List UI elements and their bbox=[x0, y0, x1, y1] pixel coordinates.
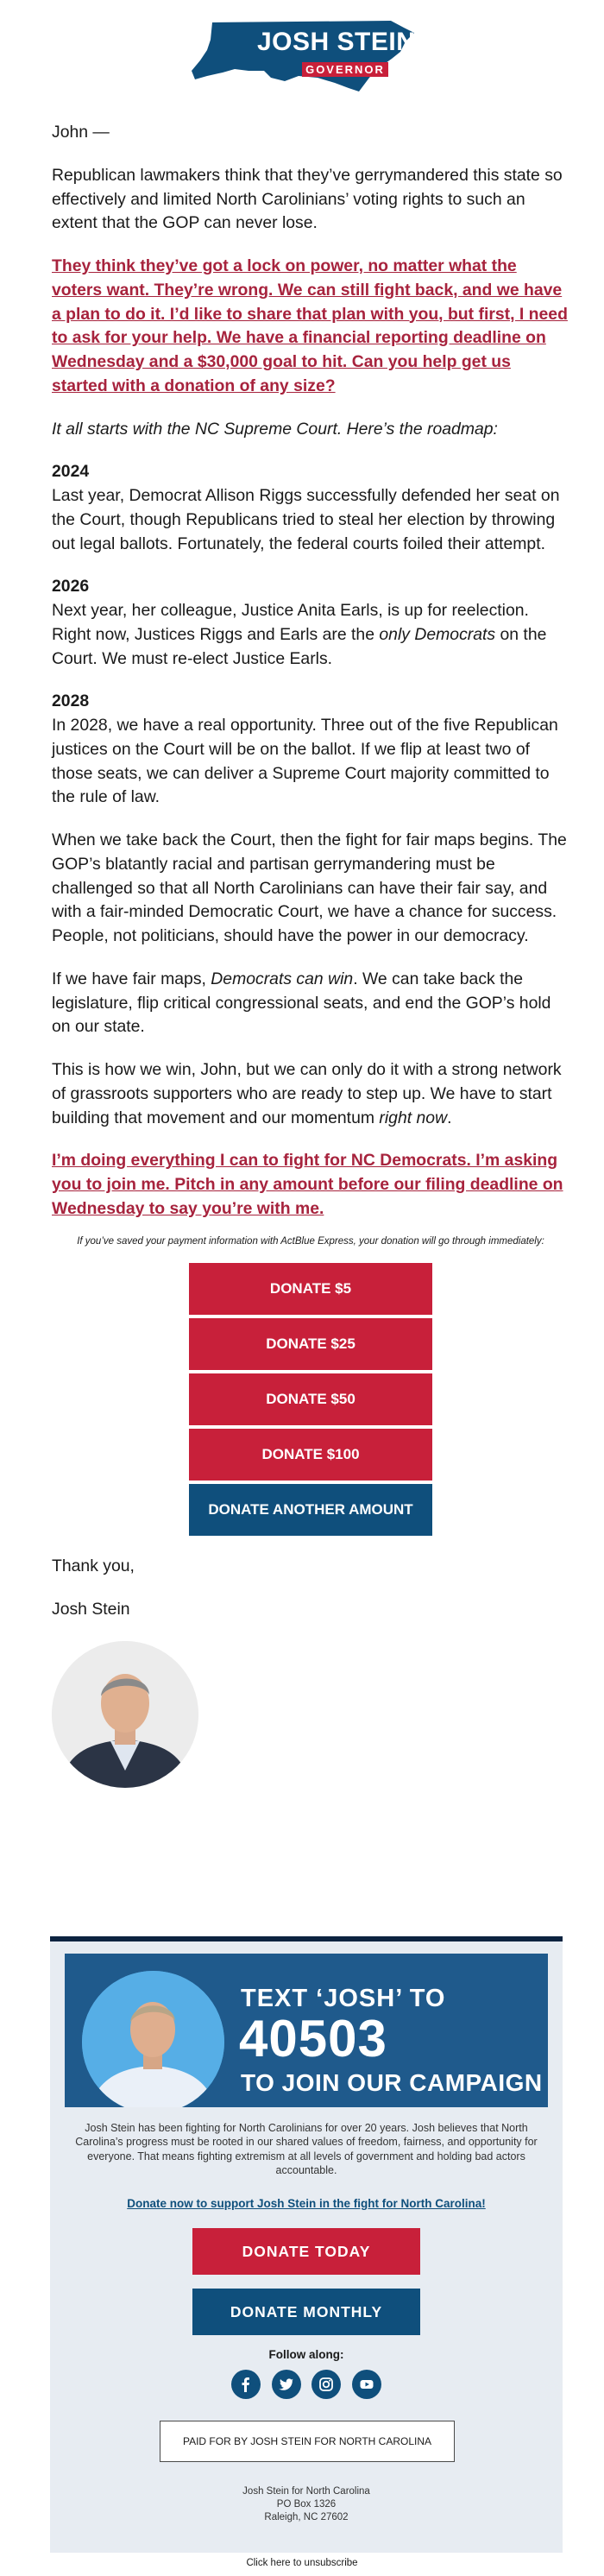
donate-50-button[interactable]: DONATE $50 bbox=[189, 1373, 432, 1425]
actblue-note: If you’ve saved your payment information with ActBlue Express, your donation will go through immediately: bbox=[77, 1235, 544, 1247]
candidate-photo-icon bbox=[82, 1971, 224, 2107]
paid-for-disclaimer: PAID FOR BY JOSH STEIN FOR NORTH CAROLINA bbox=[160, 2421, 455, 2462]
banner-text-a: TEXT ‘ bbox=[241, 1985, 324, 2012]
text-2028: In 2028, we have a real opportunity. Three out of the five Republican justices on the Court will be on the ballot. If we flip at least two of those seats, we can deliver a Supreme Court majority committed to the rule of law. bbox=[52, 716, 558, 807]
follow-label: Follow along: bbox=[268, 2348, 344, 2361]
donate-today-button[interactable]: DONATE TODAY bbox=[192, 2228, 420, 2275]
mailing-address bbox=[50, 2485, 563, 2524]
address-line-3: Raleigh, NC 27602 bbox=[264, 2511, 349, 2522]
address-line-1: Josh Stein for North Carolina bbox=[242, 2486, 370, 2497]
maps-em: Democrats can win bbox=[211, 969, 354, 988]
signature: Josh Stein bbox=[52, 1600, 130, 1619]
roadmap-heading: It all starts with the NC Supreme Court. Here’s the roadmap: bbox=[52, 419, 498, 439]
maps-a: If we have fair maps, bbox=[52, 969, 211, 988]
banner-shortcode: 40503 bbox=[239, 2010, 387, 2068]
address-line-2: PO Box 1326 bbox=[276, 2498, 337, 2510]
win-em: right now bbox=[379, 1108, 448, 1127]
text-2024: Last year, Democrat Allison Riggs successfully defended her seat on the Court, though Republicans tried to steal her election by throwing out legal ballots. Fortunately, the federal courts foiled their attempt. bbox=[52, 486, 560, 553]
footer-donate-link[interactable]: Donate now to support Josh Stein in the fight for North Carolina! bbox=[127, 2197, 486, 2210]
candidate-portrait-icon bbox=[52, 1641, 198, 1788]
paragraph-intro: Republican lawmakers think that they’ve gerrymandered this state so effectively and limited North Carolinians’ voting rights to such an extent that the GOP can never lose. bbox=[52, 165, 563, 233]
footer bbox=[50, 1936, 563, 2553]
text-to-join-banner[interactable] bbox=[65, 1954, 548, 2107]
greeting: John — bbox=[52, 123, 110, 142]
letter-body bbox=[52, 121, 569, 1788]
banner-text-b: ’ TO bbox=[395, 1985, 446, 2012]
donate-25-button[interactable]: DONATE $25 bbox=[189, 1318, 432, 1370]
year-2028: 2028 bbox=[52, 691, 90, 711]
section-2026 bbox=[52, 575, 569, 671]
signoff: Thank you, bbox=[52, 1556, 135, 1576]
win-b: . bbox=[447, 1108, 452, 1127]
social-links bbox=[231, 2370, 381, 2399]
paragraph-fair-maps: When we take back the Court, then the fight for fair maps begins. The GOP’s blatantly racial and partisan gerrymandering must be challenged so that all North Carolinians can have their fair say, and with a fair-minded Democratic Court, we have a chance for success. People, not politicians, should have the power in our democracy. bbox=[52, 830, 567, 945]
year-2024: 2024 bbox=[52, 462, 90, 482]
donate-5-button[interactable]: DONATE $5 bbox=[189, 1263, 432, 1315]
donate-100-button[interactable]: DONATE $100 bbox=[189, 1429, 432, 1481]
section-2028 bbox=[52, 690, 569, 810]
candidate-bio: Josh Stein has been fighting for North Carolinians for over 20 years. Josh believes that North Carolina’s progress must be rooted in our shared values of freedom, fairness, and opportunity for everyone. That means fighting extremism at all levels of government and holding bad actors accountable. bbox=[75, 2122, 538, 2176]
paragraph-democrats-can-win bbox=[52, 968, 569, 1039]
logo-name: JOSH STEIN bbox=[257, 28, 416, 56]
paragraph-how-we-win bbox=[52, 1058, 569, 1130]
banner-keyword: JOSH bbox=[324, 1985, 396, 2012]
campaign-logo[interactable] bbox=[0, 16, 604, 102]
avatar bbox=[52, 1641, 198, 1788]
maps-b: . We can take back the legislature, flip critical congressional seats, and end the GOP’s hold on our state. bbox=[52, 969, 551, 1037]
banner-join-text: TO JOIN OUR CAMPAIGN bbox=[241, 2069, 543, 2096]
win-a: This is how we win, John, but we can only do it with a strong network of grassroots supporters who are ready to step up. We have to start building that movement and our momentum bbox=[52, 1060, 562, 1127]
donate-monthly-button[interactable]: DONATE MONTHLY bbox=[192, 2289, 420, 2335]
text-2026-a: Next year, her colleague, Justice Anita Earls, is up for reelection. Right now, Justices Riggs and Earls are the bbox=[52, 601, 529, 644]
text-2026-b: on the Court. We must re-elect Justice Earls. bbox=[52, 624, 547, 668]
banner-portrait bbox=[82, 1971, 224, 2107]
facebook-icon[interactable] bbox=[231, 2370, 261, 2399]
instagram-icon[interactable] bbox=[311, 2370, 341, 2399]
donate-ask-link-1[interactable]: They think they’ve got a lock on power, no matter what the voters want. They’re wrong. We can still fight back, and we have a plan to do it. I’d like to share that plan with you, but first, I need to ask for your help. We have a financial reporting deadline on Wednesday and a $30,000 goal to hit. Can you help get us started with a donation of any size? bbox=[52, 256, 568, 395]
year-2026: 2026 bbox=[52, 577, 90, 597]
unsubscribe-link[interactable]: Click here to unsubscribe bbox=[246, 2558, 358, 2568]
donate-ask-link-2[interactable]: I’m doing everything I can to fight for NC Democrats. I’m asking you to join me. Pitch in any amount before our filing deadline on Wednesday to say you’re with me. bbox=[52, 1151, 563, 1218]
text-2026-em: only Democrats bbox=[379, 624, 496, 644]
donate-other-amount-button[interactable]: DONATE ANOTHER AMOUNT bbox=[189, 1484, 432, 1536]
section-2024 bbox=[52, 460, 569, 556]
twitter-icon[interactable] bbox=[272, 2370, 301, 2399]
donate-button-list bbox=[52, 1263, 569, 1536]
logo-subtitle: GOVERNOR bbox=[302, 62, 388, 77]
youtube-icon[interactable] bbox=[352, 2370, 381, 2399]
